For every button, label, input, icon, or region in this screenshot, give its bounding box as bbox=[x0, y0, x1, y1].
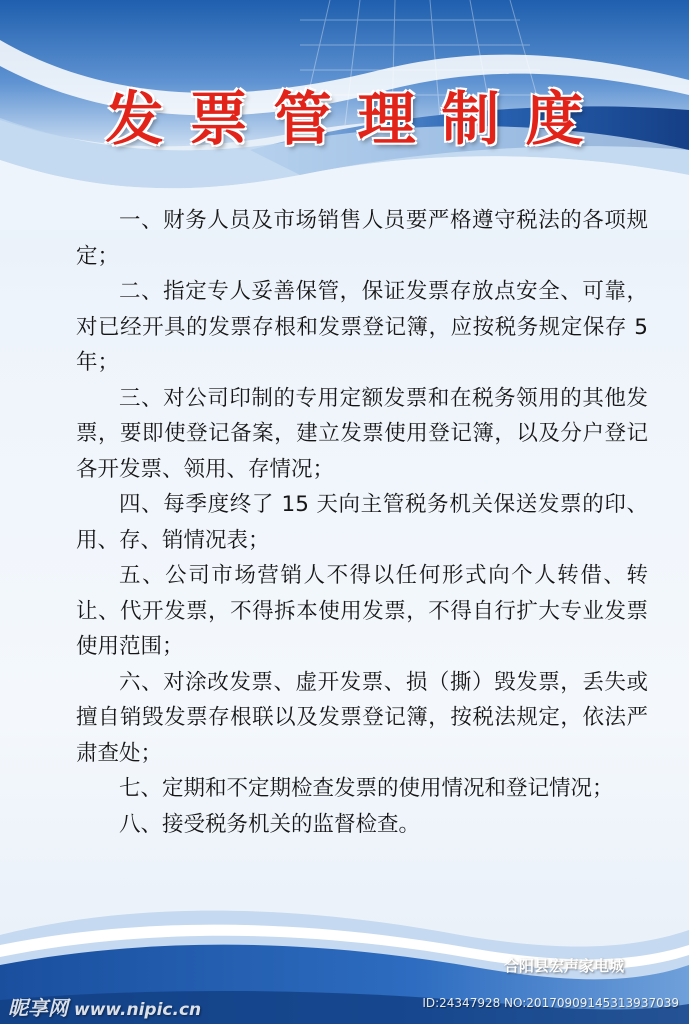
regulation-item-7: 七、定期和不定期检查发票的使用情况和登记情况； bbox=[119, 776, 614, 801]
regulation-item-2: 二、指定专人妥善保管，保证发票存放点安全、可靠，对已经开具的发票存根和发票登记簿，应按税务规定保存 5 年； bbox=[76, 279, 648, 375]
watermark-brand-name: 昵享网 bbox=[8, 996, 68, 1020]
regulation-body bbox=[76, 203, 648, 842]
watermark-url: www.nipic.cn bbox=[74, 1000, 202, 1020]
poster-title: 发票管理制度 bbox=[105, 85, 610, 153]
regulation-item-5: 五、公司市场营销人不得以任何形式向个人转借、转让、代开发票，不得拆本使用发票，不得自行扩大专业发票使用范围； bbox=[76, 563, 648, 659]
regulation-item-3: 三、对公司印制的专用定额发票和在税务领用的其他发票，要即使登记备案，建立发票使用登记簿，以及分户登记各开发票、领用、存情况； bbox=[76, 385, 648, 482]
watermark-brand bbox=[8, 992, 201, 1021]
regulation-item-1: 一、财务人员及市场销售人员要严格遵守税法的各项规定； bbox=[76, 208, 648, 269]
regulation-item-4: 四、每季度终了 15 天向主管税务机关保送发票的印、用、存、销情况表； bbox=[76, 492, 648, 553]
regulation-item-8: 八、接受税务机关的监督检查。 bbox=[119, 811, 421, 837]
watermark-id: ID:24347928 NO:20170909145313937039 bbox=[422, 996, 679, 1010]
company-name: 合阳县宏声家电城 bbox=[504, 957, 625, 975]
regulation-item-6: 六、对涂改发票、虚开发票、损（撕）毁发票，丢失或擅自销毁发票存根联以及发票登记簿，按税法规定，依法严肃查处； bbox=[76, 669, 648, 766]
